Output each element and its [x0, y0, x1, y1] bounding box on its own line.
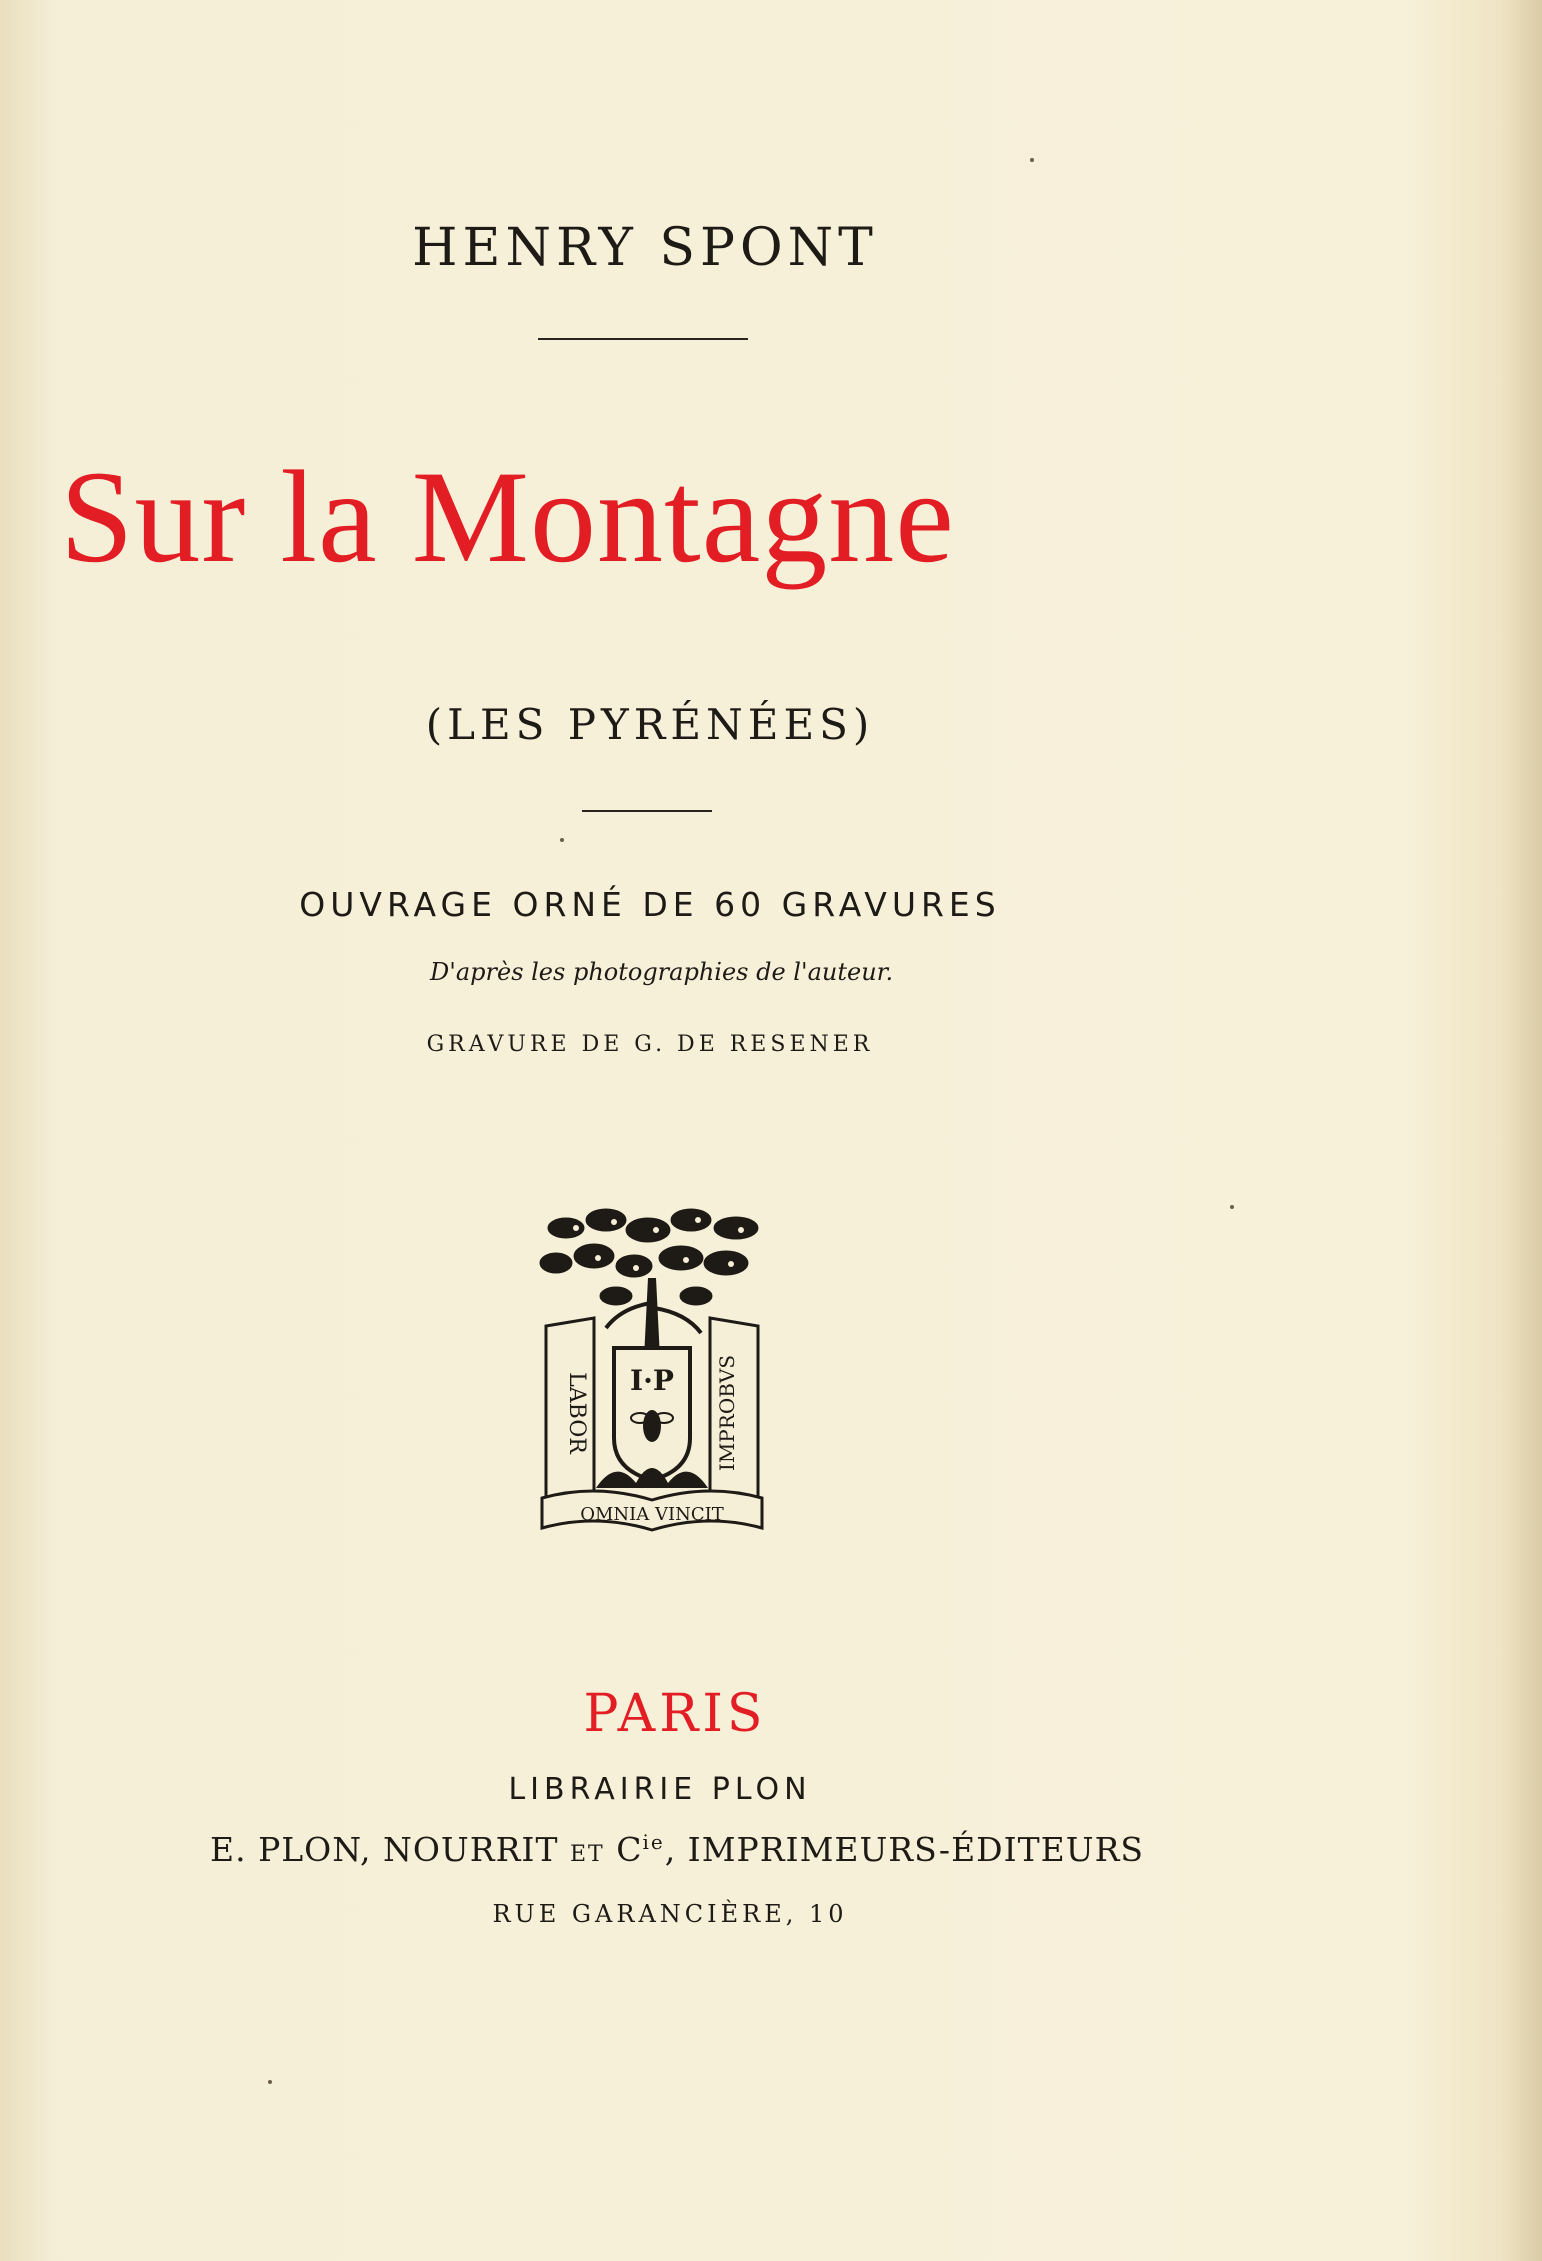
printers-prefix: E. PLON, NOURRIT — [210, 1830, 559, 1869]
left-banner-text: LABOR — [564, 1372, 589, 1454]
paper-speck — [1230, 1205, 1234, 1209]
printers-et: ET — [569, 1842, 605, 1867]
author-name: HENRY SPONT — [412, 218, 878, 278]
engraving-credit: GRAVURE DE G. DE RESENER — [426, 1032, 874, 1057]
illustration-note: OUVRAGE ORNÉ DE 60 GRAVURES — [299, 885, 1001, 924]
printers-line: E. PLON, NOURRIT ET $C^{ie}$, IMPRIMEURS-ÉDITEURS — [210, 1830, 1145, 1869]
divider-rule — [582, 810, 712, 812]
publisher-name: LIBRAIRIE PLON — [508, 1772, 812, 1807]
tree-shield-bee-emblem-icon — [536, 1208, 768, 1548]
publisher-address: RUE GARANCIÈRE, 10 — [492, 1900, 848, 1928]
divider-rule — [538, 338, 748, 340]
monogram: I·P — [630, 1364, 674, 1397]
book-subtitle: (LES PYRÉNÉES) — [425, 700, 875, 749]
paper-speck — [268, 2080, 272, 2084]
right-banner-text: IMPROBVS — [715, 1354, 739, 1472]
bottom-banner-text: OMNIA VINCIT — [580, 1504, 724, 1525]
paper-speck — [560, 838, 564, 842]
photo-credit: D'après les photographies de l'auteur. — [430, 958, 894, 986]
book-title: Sur la Montagne — [60, 443, 955, 590]
printers-suffix: , IMPRIMEURS-ÉDITEURS — [664, 1830, 1145, 1869]
imprint-city: PARIS — [583, 1684, 767, 1744]
paper-speck — [1030, 158, 1034, 162]
printers-cie: ie — [642, 1830, 665, 1854]
